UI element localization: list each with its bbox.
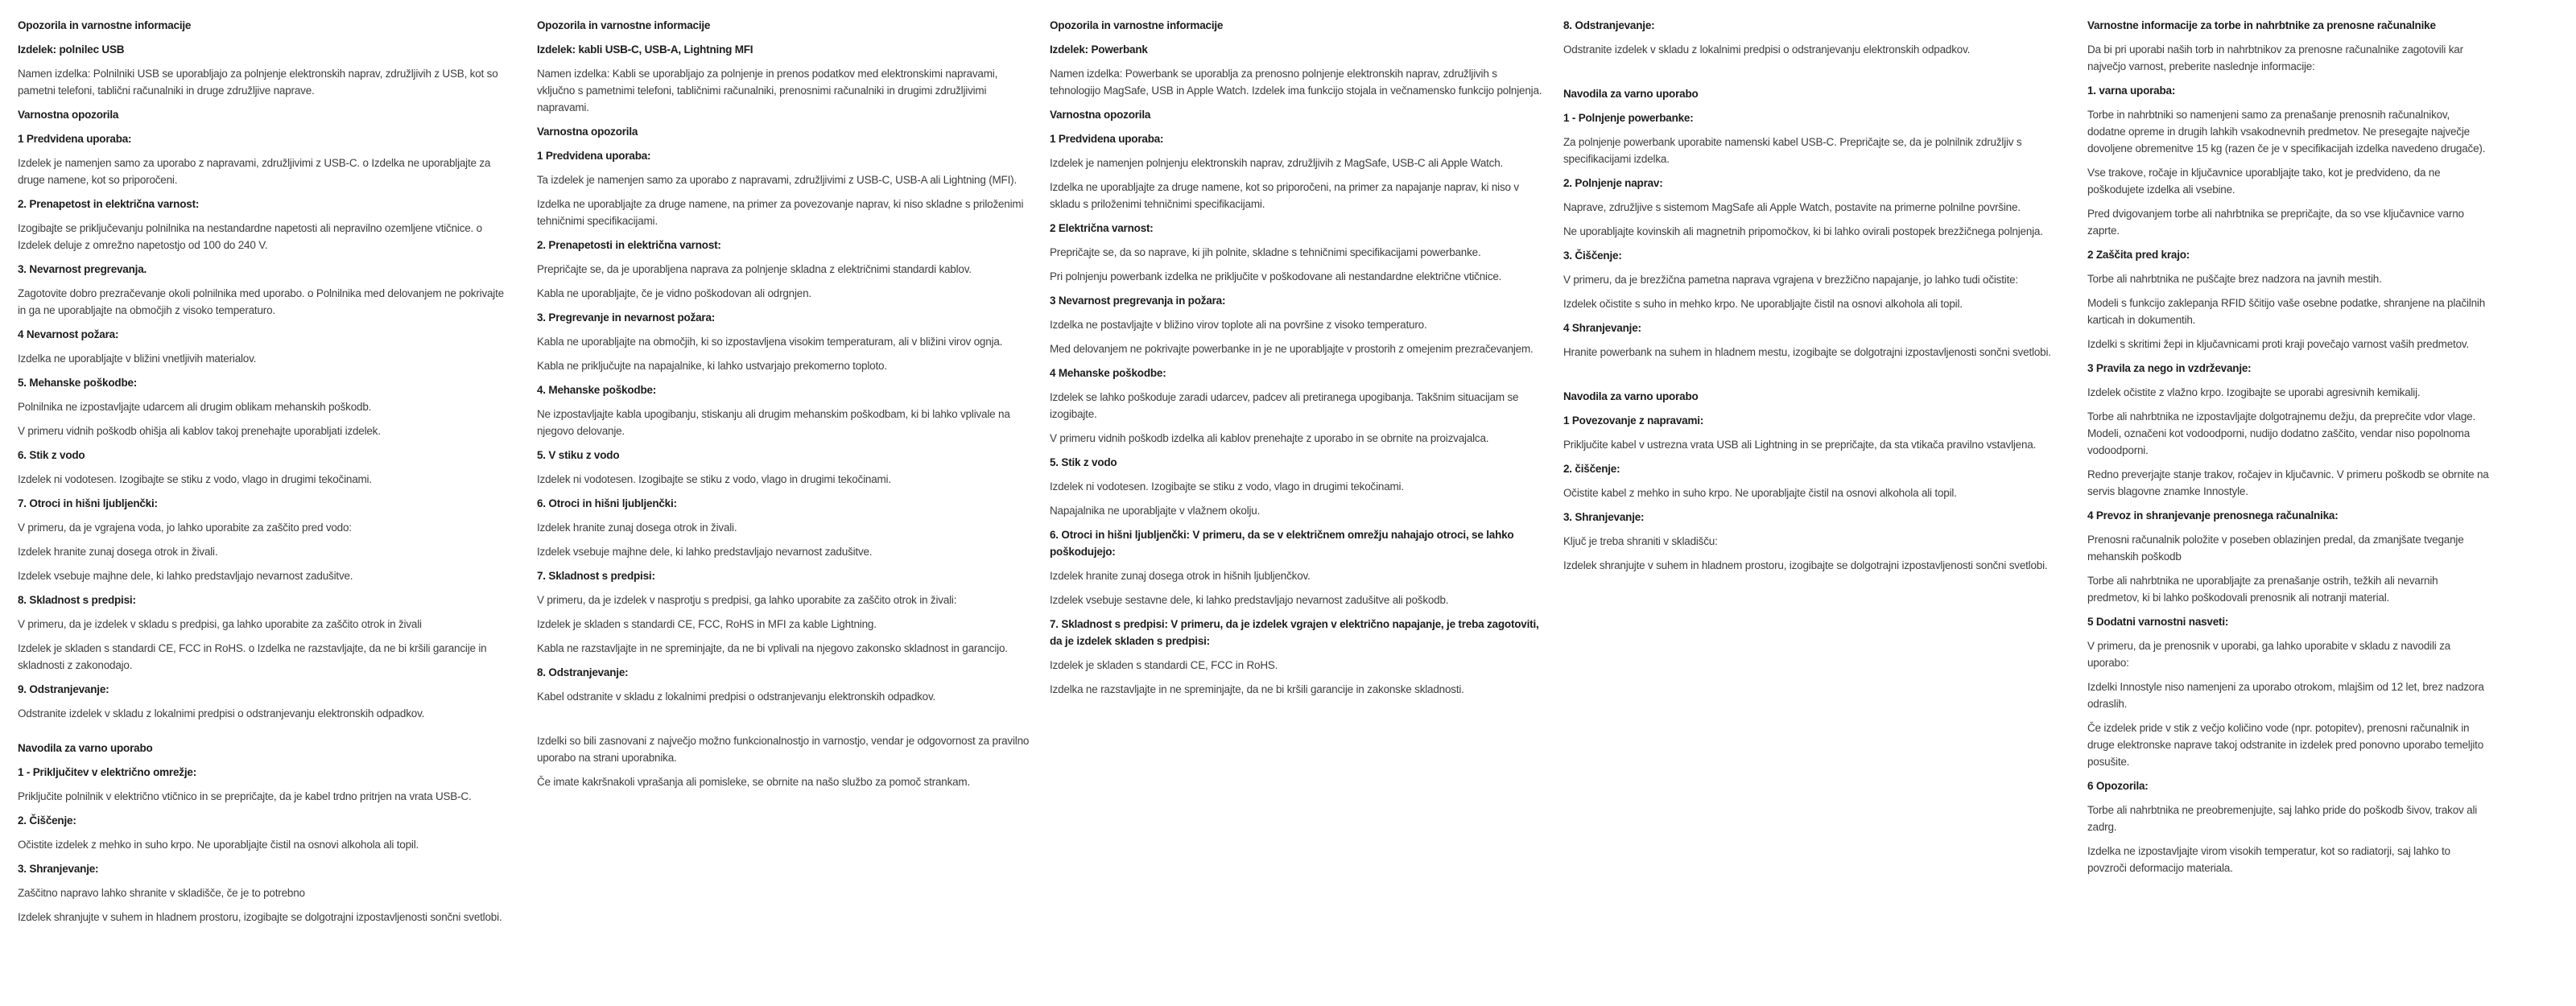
paragraph: V primeru, da je izdelek v skladu s predpisi, ga lahko uporabite za zaščito otrok in živali [18,618,422,630]
section-heading: 5. Mehanske poškodbe: [18,377,138,389]
paragraph: Priključite kabel v ustrezna vrata USB ali Lightning in se prepričajte, da sta vtikača pravilno vstavljena. [1563,439,2037,451]
paragraph: Izdelki so bili zasnovani z največjo možno funkcionalnostjo in varnostjo, vendar je odgovornost za pravilno uporabo na strani uporabnika. [537,735,1030,764]
paragraph: Kabla ne uporabljajte, če je vidno poškodovan ali odrgnjen. [537,287,811,299]
column-1 [18,10,512,933]
section-heading: 6. Otroci in hišni ljubljenčki: [537,497,677,509]
section-heading: 2. Čiščenje: [18,814,76,827]
section-heading: 3. Shranjevanje: [1563,511,1645,523]
paragraph: Namen izdelka: Kabli se uporabljajo za polnjenje in prenos podatkov med elektronskimi napravami, vključno s pametnimi telefoni, tabličnimi računalniki, prenosnimi računalniki in drugimi združljivimi napravami. [537,68,998,113]
section-heading: Navodila za varno uporabo [1563,390,1699,402]
paragraph: V primeru, da je izdelek v nasprotju s predpisi, ga lahko uporabite za zaščito otrok in živali: [537,594,957,606]
paragraph: Ne izpostavljajte kabla upogibanju, stiskanju ali drugim mehanskim poškodbam, ki bi lahko vplivale na njegovo delovanje. [537,408,1010,437]
paragraph: Pred dvigovanjem torbe ali nahrbtnika se prepričajte, da so vse ključavnice varno zaprte. [2087,208,2464,237]
paragraph: Izdelka ne postavljajte v bližino virov toplote ali na površine z visoko temperaturo. [1050,319,1427,331]
paragraph: Izdelek je skladen s standardi CE, FCC in RoHS. o Izdelka ne razstavljajte, da ne bi kršili garancije in skladnosti z zakonodajo. [18,642,487,671]
paragraph: Torbe ali nahrbtnika ne preobremenjujte, saj lahko pride do poškodb šivov, trakov ali zadrg. [2087,804,2478,833]
section-heading: Navodila za varno uporabo [1563,88,1699,100]
paragraph: Izdelek vsebuje sestavne dele, ki lahko predstavljajo nevarnost zadušitve ali poškodb. [1050,594,1449,606]
paragraph: V primeru, da je prenosnik v uporabi, ga lahko uporabite v skladu z navodili za uporabo: [2087,640,2450,669]
paragraph: Izogibajte se priključevanju polnilnika na nestandardne napetosti ali nepravilno ozemljene vtičnice. o Izdelek deluje z omrežno napetostjo od 100 do 240 V. [18,222,482,251]
section-heading: 8. Odstranjevanje: [537,666,629,678]
column-3 [1050,10,1546,705]
section-heading: 1 Predvidena uporaba: [537,150,651,162]
paragraph: Med delovanjem ne pokrivajte powerbanke in je ne uporabljajte v prostorih z omejenim prezračevanjem. [1050,343,1534,355]
section-heading: 5. Stik z vodo [1050,456,1117,468]
paragraph: Izdelek hranite zunaj dosega otrok in živali. [18,546,218,558]
section-heading: Izdelek: kabli USB-C, USB-A, Lightning MFI [537,43,753,56]
section-heading: Varnostne informacije za torbe in nahrbtnike za prenosne računalnike [2087,19,2436,31]
paragraph: Torbe ali nahrbtnika ne uporabljajte za prenašanje ostrih, težkih ali nevarnih predmetov, ki bi lahko poškodovali prenosnik ali notranji material. [2087,575,2438,604]
section-heading: 3. Nevarnost pregrevanja. [18,263,147,275]
paragraph: Namen izdelka: Polnilniki USB se uporabljajo za polnjenje elektronskih naprav, združljivih z USB, kot so pametni telefoni, tablični računalniki in druge združljive naprave. [18,68,498,97]
section-heading: Varnostna opozorila [1050,109,1151,121]
section-heading: 8. Skladnost s predpisi: [18,594,136,606]
paragraph: V primeru, da je brezžična pametna naprava vgrajena v brezžično napajanje, jo lahko tudi očistite: [1563,274,2018,286]
paragraph: Izdelek ni vodotesen. Izogibajte se stiku z vodo, vlago in drugimi tekočinami. [1050,480,1404,493]
paragraph: Izdelek je namenjen polnjenju elektronskih naprav, združljivih z MagSafe, USB-C ali Apple Watch. [1050,157,1504,169]
section-heading: Izdelek: Powerbank [1050,43,1148,56]
paragraph: Izdelek shranjujte v suhem in hladnem prostoru, izogibajte se dolgotrajni izpostavljenosti sončni svetlobi. [1563,559,2048,571]
paragraph: Torbe in nahrbtniki so namenjeni samo za prenašanje prenosnih računalnikov, dodatne opreme in drugih lahkih vsakodnevnih predmetov. Ne presegajte največje dovoljene obremenitve 15 kg (razen če je v specifikacijah izdelka navedeno drugače). [2087,109,2486,155]
section-heading: 9. Odstranjevanje: [18,683,109,695]
column-4 [1563,10,2056,581]
section-heading: 6. Stik z vodo [18,449,85,461]
paragraph: Izdelek je skladen s standardi CE, FCC, RoHS in MFI za kable Lightning. [537,618,877,630]
paragraph: Ključ je treba shraniti v skladišču: [1563,535,1718,547]
paragraph: Kabla ne razstavljajte in ne spreminjajte, da ne bi vplivali na njegovo zakonsko skladnost in garancijo. [537,642,1008,654]
paragraph: Izdelka ne razstavljajte in ne spreminjajte, da ne bi kršili garancije in zakonske skladnosti. [1050,683,1464,695]
section-heading: 1 - Priključitev v električno omrežje: [18,766,196,778]
paragraph: Odstranite izdelek v skladu z lokalnimi predpisi o odstranjevanju elektronskih odpadkov. [1563,43,1971,56]
section-heading: Varnostna opozorila [18,109,119,121]
section-heading: 2. Prenapetosti in električna varnost: [537,239,721,251]
paragraph: Redno preverjajte stanje trakov, ročajev in ključavnic. V primeru poškodb se obrnite na servis blagovne znamke Innostyle. [2087,468,2489,497]
paragraph: Izdelka ne uporabljajte v bližini vnetljivih materialov. [18,353,257,365]
paragraph: Odstranite izdelek v skladu z lokalnimi predpisi o odstranjevanju elektronskih odpadkov. [18,707,425,719]
paragraph: Izdelek ni vodotesen. Izogibajte se stiku z vodo, vlago in drugimi tekočinami. [18,473,372,485]
paragraph: Izdelka ne izpostavljajte virom visokih temperatur, kot so radiatorji, saj lahko to povzroči deformacijo materiala. [2087,845,2450,874]
paragraph: Namen izdelka: Powerbank se uporablja za prenosno polnjenje elektronskih naprav, združljivih s tehnologijo MagSafe, USB in Apple Watch. Izdelek ima funkcijo stojala in večnamensko funkcijo polnjenja. [1050,68,1542,97]
paragraph: Zagotovite dobro prezračevanje okoli polnilnika med uporabo. o Polnilnika med delovanjem ne pokrivajte in ga ne uporabljajte na območjih z visoko temperaturo. [18,287,504,316]
paragraph: Naprave, združljive s sistemom MagSafe ali Apple Watch, postavite na primerne polnilne površine. [1563,201,2021,213]
paragraph: Izdelek očistite z vlažno krpo. Izogibajte se uporabi agresivnih kemikalij. [2087,386,2421,398]
section-heading: 2. Prenapetost in električna varnost: [18,198,200,210]
paragraph: V primeru vidnih poškodb izdelka ali kablov prenehajte z uporabo in se obrnite na proizvajalca. [1050,432,1489,444]
section-heading: 7. Skladnost s predpisi: V primeru, da je izdelek vgrajen v električno napajanje, je treba zagotoviti, da je izdelek skladen s predpisi: [1050,618,1539,647]
paragraph: Izdelek vsebuje majhne dele, ki lahko predstavljajo nevarnost zadušitve. [537,546,873,558]
section-heading: 3 Pravila za nego in vzdrževanje: [2087,362,2252,374]
section-heading: 7. Skladnost s predpisi: [537,570,655,582]
section-heading: Opozorila in varnostne informacije [537,19,711,31]
section-heading: Varnostna opozorila [537,126,638,138]
section-heading: Izdelek: polnilec USB [18,43,125,56]
column-5 [2087,10,2490,884]
section-heading: 4 Shranjevanje: [1563,322,1641,334]
paragraph: Prepričajte se, da so naprave, ki jih polnite, skladne s tehničnimi specifikacijami powerbanke. [1050,246,1481,258]
paragraph: Kabel odstranite v skladu z lokalnimi predpisi o odstranjevanju elektronskih odpadkov. [537,691,936,703]
paragraph: Ta izdelek je namenjen samo za uporabo z napravami, združljivimi z USB-C, USB-A ali Lightning (MFI). [537,174,1017,186]
paragraph: Hranite powerbank na suhem in hladnem mestu, izogibajte se dolgotrajni izpostavljenosti sončni svetlobi. [1563,346,2051,358]
section-heading: 1 - Polnjenje powerbanke: [1563,112,1694,124]
paragraph: Prepričajte se, da je uporabljena naprava za polnjenje skladna z električnimi standardi kablov. [537,263,972,275]
paragraph: Če imate kakršnakoli vprašanja ali pomisleke, se obrnite na našo službo za pomoč strankam. [537,776,971,788]
section-heading: 2 Električna varnost: [1050,222,1154,234]
column-2 [537,10,1034,798]
section-heading: 1 Predvidena uporaba: [1050,133,1164,145]
paragraph: Prenosni računalnik položite v poseben oblazinjen predal, da zmanjšate tveganje mehanskih poškodb [2087,534,2464,563]
section-heading: 1 Povezovanje z napravami: [1563,414,1704,427]
paragraph: Izdelki Innostyle niso namenjeni za uporabo otrokom, mlajšim od 12 let, brez nadzora odraslih. [2087,681,2484,710]
paragraph: Kabla ne uporabljajte na območjih, ki so izpostavljena visokim temperaturam, ali v bližini virov ognja. [537,336,1003,348]
paragraph: Če izdelek pride v stik z večjo količino vode (npr. potopitev), prenosni računalnik in druge elektronske naprave takoj odstranite in izdelek pred ponovno uporabo temeljito posušite. [2087,722,2484,768]
paragraph: V primeru, da je vgrajena voda, jo lahko uporabite za zaščito pred vodo: [18,522,352,534]
section-heading: 2. Polnjenje naprav: [1563,177,1663,189]
paragraph: Pri polnjenju powerbank izdelka ne priključite v poškodovane ali nestandardne električne vtičnice. [1050,270,1502,282]
section-heading: 4 Nevarnost požara: [18,328,119,340]
paragraph: Očistite izdelek z mehko in suho krpo. Ne uporabljajte čistil na osnovi alkohola ali topil. [18,839,419,851]
section-heading: 1. varna uporaba: [2087,85,2176,97]
paragraph: Izdelek je namenjen samo za uporabo z napravami, združljivimi z USB-C. o Izdelka ne uporabljajte za druge namene, kot so priporočeni. [18,157,491,186]
section-heading: 7. Otroci in hišni ljubljenčki: [18,497,158,509]
paragraph: Ne uporabljajte kovinskih ali magnetnih pripomočkov, ki bi lahko ovirali postopek brezžičnega polnjenja. [1563,225,2043,237]
paragraph: Izdelek se lahko poškoduje zaradi udarcev, padcev ali pretiranega upogibanja. Takšnim situacijam se izogibajte. [1050,391,1519,420]
paragraph: Izdelka ne uporabljajte za druge namene, kot so priporočeni, na primer za napajanje naprav, ki niso v skladu s priloženimi tehničnimi specifikacijami. [1050,181,1519,210]
section-heading: 3. Čiščenje: [1563,249,1622,262]
paragraph: Torbe ali nahrbtnika ne puščajte brez nadzora na javnih mestih. [2087,273,2382,285]
paragraph: Napajalnika ne uporabljajte v vlažnem okolju. [1050,505,1261,517]
section-heading: 2. čiščenje: [1563,463,1620,475]
paragraph: Izdelek je skladen s standardi CE, FCC in RoHS. [1050,659,1278,671]
section-heading: 6. Otroci in hišni ljubljenčki: V primeru, da se v električnem omrežju nahajajo otroci, se lahko poškodujejo: [1050,529,1514,558]
section-heading: 4. Mehanske poškodbe: [537,384,657,396]
section-heading: 3. Shranjevanje: [18,863,99,875]
section-heading: 3. Pregrevanje in nevarnost požara: [537,311,716,324]
paragraph: Zaščitno napravo lahko shranite v skladišče, če je to potrebno [18,887,305,899]
paragraph: Izdelek hranite zunaj dosega otrok in živali. [537,522,737,534]
paragraph: Izdelek hranite zunaj dosega otrok in hišnih ljubljenčkov. [1050,570,1311,582]
paragraph: Polnilnika ne izpostavljajte udarcem ali drugim oblikam mehanskih poškodb. [18,401,372,413]
section-heading: 3 Nevarnost pregrevanja in požara: [1050,295,1226,307]
section-heading: 5 Dodatni varnostni nasveti: [2087,616,2229,628]
paragraph: V primeru vidnih poškodb ohišja ali kablov takoj prenehajte uporabljati izdelek. [18,425,381,437]
paragraph: Torbe ali nahrbtnika ne izpostavljajte dolgotrajnemu dežju, da preprečite vdor vlage. Modeli, označeni kot vodoodporni, nudijo dodatno zaščito, vendar niso popolnoma vodoodporni. [2087,410,2476,456]
section-heading: Opozorila in varnostne informacije [1050,19,1224,31]
section-heading: 8. Odstranjevanje: [1563,19,1655,31]
section-heading: 4 Prevoz in shranjevanje prenosnega računalnika: [2087,509,2339,522]
paragraph: Očistite kabel z mehko in suho krpo. Ne uporabljajte čistil na osnovi alkohola ali topil. [1563,487,1957,499]
paragraph: Izdelek vsebuje majhne dele, ki lahko predstavljajo nevarnost zadušitve. [18,570,353,582]
paragraph: Izdelek ni vodotesen. Izogibajte se stiku z vodo, vlago in drugimi tekočinami. [537,473,891,485]
paragraph: Kabla ne priključujte na napajalnike, ki lahko ustvarjajo prekomerno toploto. [537,360,887,372]
paragraph: Vse trakove, ročaje in ključavnice uporabljajte tako, kot je predvideno, da ne poškodujete izdelka ali vsebine. [2087,167,2441,196]
section-heading: 6 Opozorila: [2087,780,2149,792]
paragraph: Izdelka ne uporabljajte za druge namene, na primer za povezovanje naprav, ki niso skladne s priloženimi tehničnimi specifikacijami. [537,198,1024,227]
section-heading: 1 Predvidena uporaba: [18,133,132,145]
section-heading: Opozorila in varnostne informacije [18,19,192,31]
section-heading: 2 Zaščita pred krajo: [2087,249,2190,261]
section-heading: Navodila za varno uporabo [18,742,153,754]
section-heading: 4 Mehanske poškodbe: [1050,367,1166,379]
paragraph: Izdelek očistite s suho in mehko krpo. Ne uporabljajte čistil na osnovi alkohola ali topil. [1563,298,1963,310]
paragraph: Izdelki s skritimi žepi in ključavnicami proti kraji povečajo varnost vaših predmetov. [2087,338,2469,350]
paragraph: Modeli s funkcijo zaklepanja RFID ščitijo vaše osebne podatke, shranjene na plačilnih karticah in dokumentih. [2087,297,2486,326]
paragraph: Za polnjenje powerbank uporabite namenski kabel USB-C. Prepričajte se, da je polnilnik združljiv s specifikacijami izdelka. [1563,136,2022,165]
paragraph: Da bi pri uporabi naših torb in nahrbtnikov za prenosne računalnike zagotovili kar največjo varnost, preberite naslednje informacije: [2087,43,2463,72]
paragraph: Izdelek shranjujte v suhem in hladnem prostoru, izogibajte se dolgotrajni izpostavljenosti sončni svetlobi. [18,911,502,923]
section-heading: 5. V stiku z vodo [537,449,620,461]
paragraph: Priključite polnilnik v električno vtičnico in se prepričajte, da je kabel trdno pritrjen na vrata USB-C. [18,790,472,802]
